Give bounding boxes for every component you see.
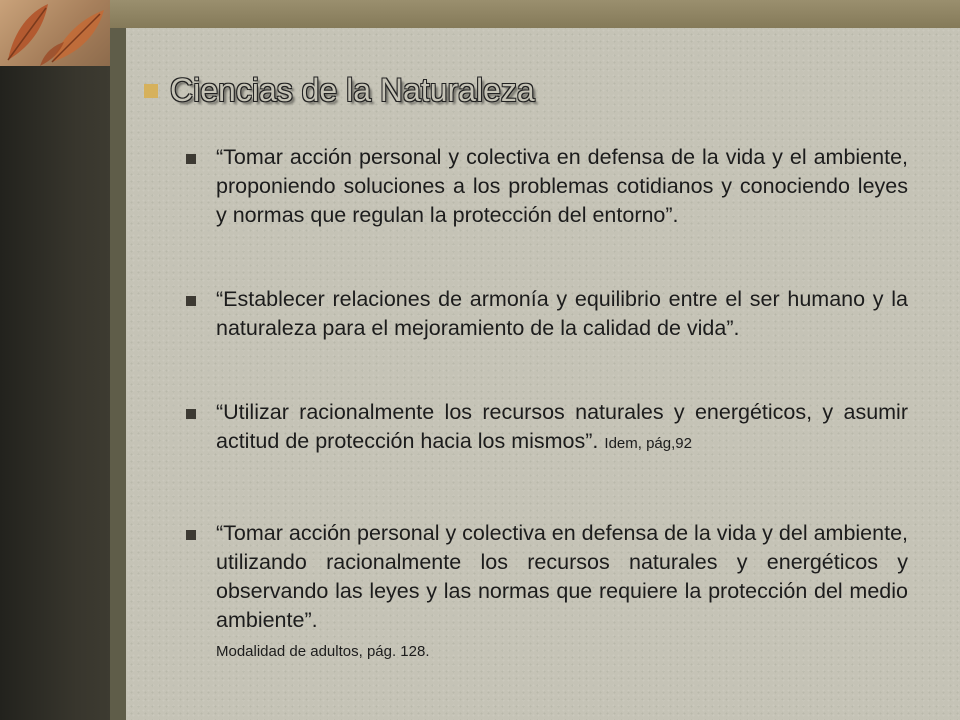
bullet-item — [186, 143, 908, 230]
bullet-text — [216, 519, 908, 664]
citation: Modalidad de adultos, pág. 128. — [216, 643, 430, 660]
square-bullet-icon — [186, 154, 196, 164]
bullet-item — [186, 519, 908, 664]
bullet-quote: “Utilizar racionalmente los recursos naturales y energéticos, y asumir actitud de protección hacia los mismos”. — [216, 400, 908, 453]
citation: Idem, pág,92 — [604, 435, 692, 452]
bullet-text — [216, 285, 908, 343]
bullet-quote: “Tomar acción personal y colectiva en defensa de la vida y del ambiente, utilizando racionalmente los recursos naturales y energéticos y observando las leyes y las normas que requiere la protección del medio ambiente”. — [216, 521, 908, 632]
bullet-item — [186, 285, 908, 343]
square-bullet-icon — [186, 296, 196, 306]
slide-title: Ciencias de la Naturaleza — [170, 72, 535, 108]
square-bullet-icon — [186, 530, 196, 540]
bullet-text — [216, 143, 908, 230]
bullet-quote: “Establecer relaciones de armonía y equilibrio entre el ser humano y la naturaleza para el mejoramiento de la calidad de vida”. — [216, 287, 908, 340]
bullet-item — [186, 398, 908, 456]
bullet-text — [216, 398, 908, 456]
bullet-quote: “Tomar acción personal y colectiva en defensa de la vida y el ambiente, proponiendo soluciones a los problemas cotidianos y conociendo leyes y normas que regulan la protección del entorno”. — [216, 145, 908, 227]
square-bullet-icon — [186, 409, 196, 419]
